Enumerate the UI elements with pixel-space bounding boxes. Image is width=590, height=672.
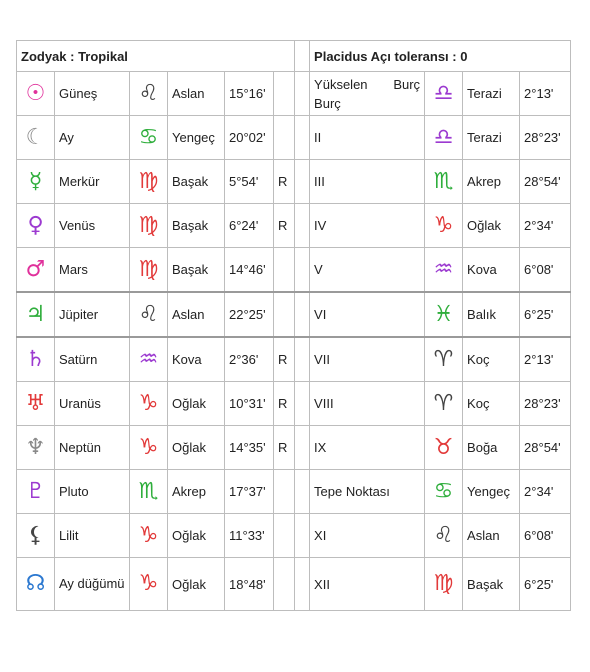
sign-symbol-cell <box>130 470 168 514</box>
aries-icon: ♈ <box>433 346 454 372</box>
degree-value: 2°36' <box>225 337 274 382</box>
sign-symbol-cell <box>130 160 168 204</box>
degree-value: 11°33' <box>225 514 274 558</box>
houses-header: Placidus Açı toleransı : 0 <box>310 41 571 72</box>
retrograde-flag <box>274 292 295 337</box>
column-divider <box>295 116 310 160</box>
capricorn-icon: ♑ <box>433 212 454 238</box>
column-divider <box>295 558 310 611</box>
table-row <box>17 204 571 248</box>
house-sign-name: Aslan <box>463 514 520 558</box>
sign-name: Kova <box>168 337 225 382</box>
house-degree-value: 6°08' <box>520 514 571 558</box>
virgo-icon: ♍ <box>138 212 159 238</box>
uranus-icon: ♅ <box>25 390 46 416</box>
degree-value: 6°24' <box>225 204 274 248</box>
column-divider <box>295 514 310 558</box>
house-sign-symbol-cell <box>425 426 463 470</box>
retrograde-flag <box>274 558 295 611</box>
retrograde-flag: R <box>274 382 295 426</box>
saturn-icon: ♄ <box>25 346 46 372</box>
planet-name: Uranüs <box>55 382 130 426</box>
table-row <box>17 382 571 426</box>
house-sign-name: Terazi <box>463 72 520 116</box>
sun-icon: ☉ <box>25 80 46 106</box>
house-sign-name: Terazi <box>463 116 520 160</box>
sign-name: Yengeç <box>168 116 225 160</box>
ascendant-label-line1 <box>314 75 420 94</box>
sign-symbol-cell <box>130 248 168 293</box>
table-row <box>17 116 571 160</box>
house-degree-value: 6°25' <box>520 558 571 611</box>
sign-name: Oğlak <box>168 382 225 426</box>
planet-name: Pluto <box>55 470 130 514</box>
house-sign-symbol-cell <box>425 514 463 558</box>
degree-value: 14°35' <box>225 426 274 470</box>
retrograde-flag <box>274 248 295 293</box>
planet-name: Güneş <box>55 72 130 116</box>
house-degree-value: 28°23' <box>520 382 571 426</box>
taurus-icon: ♉ <box>433 434 454 460</box>
column-divider <box>295 204 310 248</box>
column-divider <box>295 41 310 72</box>
house-label: VII <box>310 337 425 382</box>
leo-icon: ♌ <box>433 522 454 548</box>
house-label: III <box>310 160 425 204</box>
degree-value: 14°46' <box>225 248 274 293</box>
jupiter-icon: ♃ <box>25 301 46 327</box>
retrograde-flag <box>274 470 295 514</box>
planet-name: Ay <box>55 116 130 160</box>
mercury-icon: ☿ <box>28 168 43 194</box>
house-label: XI <box>310 514 425 558</box>
lilith-icon: ⚸ <box>27 522 44 548</box>
retrograde-flag: R <box>274 204 295 248</box>
degree-value: 10°31' <box>225 382 274 426</box>
sign-name: Akrep <box>168 470 225 514</box>
astro-table <box>16 40 571 611</box>
house-label: IV <box>310 204 425 248</box>
sign-name: Başak <box>168 160 225 204</box>
house-sign-name: Boğa <box>463 426 520 470</box>
house-degree-value: 28°23' <box>520 116 571 160</box>
planet-symbol-cell <box>17 382 55 426</box>
planet-symbol-cell <box>17 160 55 204</box>
table-row <box>17 248 571 293</box>
planet-symbol-cell <box>17 248 55 293</box>
retrograde-flag <box>274 72 295 116</box>
column-divider <box>295 248 310 293</box>
libra-icon: ♎ <box>433 80 454 106</box>
table-row <box>17 160 571 204</box>
planet-name: Neptün <box>55 426 130 470</box>
house-label: II <box>310 116 425 160</box>
house-label <box>310 72 425 116</box>
house-degree-value: 2°13' <box>520 72 571 116</box>
planet-symbol-cell <box>17 470 55 514</box>
cancer-icon: ♋ <box>433 478 454 504</box>
table-row <box>17 470 571 514</box>
planet-symbol-cell <box>17 292 55 337</box>
degree-value: 5°54' <box>225 160 274 204</box>
sign-name: Başak <box>168 248 225 293</box>
pisces-icon: ♓ <box>433 301 454 327</box>
house-sign-symbol-cell <box>425 72 463 116</box>
house-sign-symbol-cell <box>425 337 463 382</box>
planet-name: Lilit <box>55 514 130 558</box>
sign-symbol-cell <box>130 72 168 116</box>
planet-symbol-cell <box>17 72 55 116</box>
degree-value: 20°02' <box>225 116 274 160</box>
degree-value: 15°16' <box>225 72 274 116</box>
house-degree-value: 28°54' <box>520 160 571 204</box>
neptune-icon: ♆ <box>25 434 46 460</box>
house-label: XII <box>310 558 425 611</box>
pluto-icon: ♇ <box>25 478 46 504</box>
ascendant-label <box>314 75 420 113</box>
house-degree-value: 28°54' <box>520 426 571 470</box>
house-sign-symbol-cell <box>425 160 463 204</box>
house-sign-symbol-cell <box>425 204 463 248</box>
planet-name: Jüpiter <box>55 292 130 337</box>
house-sign-symbol-cell <box>425 470 463 514</box>
retrograde-flag: R <box>274 337 295 382</box>
planet-symbol-cell <box>17 116 55 160</box>
moon-icon: ☾ <box>25 124 46 150</box>
house-sign-name: Balık <box>463 292 520 337</box>
planet-name: Ay düğümü <box>55 558 130 611</box>
column-divider <box>295 292 310 337</box>
table-row <box>17 558 571 611</box>
leo-icon: ♌ <box>138 301 159 327</box>
retrograde-flag: R <box>274 160 295 204</box>
retrograde-flag <box>274 116 295 160</box>
leo-icon: ♌ <box>138 80 159 106</box>
house-label: VIII <box>310 382 425 426</box>
house-sign-name: Koç <box>463 337 520 382</box>
house-sign-symbol-cell <box>425 382 463 426</box>
house-degree-value: 2°13' <box>520 337 571 382</box>
aries-icon: ♈ <box>433 390 454 416</box>
virgo-icon: ♍ <box>138 256 159 282</box>
planet-symbol-cell <box>17 204 55 248</box>
scorpio-icon: ♏ <box>433 168 454 194</box>
ascendant-word: Yükselen <box>314 76 368 92</box>
column-divider <box>295 382 310 426</box>
planet-name: Merkür <box>55 160 130 204</box>
degree-value: 18°48' <box>225 558 274 611</box>
house-sign-name: Akrep <box>463 160 520 204</box>
sign-symbol-cell <box>130 514 168 558</box>
planet-name: Satürn <box>55 337 130 382</box>
house-sign-symbol-cell <box>425 558 463 611</box>
sign-symbol-cell <box>130 337 168 382</box>
zodiac-header: Zodyak : Tropikal <box>17 41 295 72</box>
sign-word: Burç <box>393 76 421 92</box>
libra-icon: ♎ <box>433 124 454 150</box>
table-row <box>17 426 571 470</box>
retrograde-flag: R <box>274 426 295 470</box>
planet-symbol-cell <box>17 514 55 558</box>
table-body <box>17 41 571 611</box>
degree-value: 22°25' <box>225 292 274 337</box>
planet-name: Venüs <box>55 204 130 248</box>
column-divider <box>295 337 310 382</box>
scorpio-icon: ♏ <box>138 478 159 504</box>
house-label: IX <box>310 426 425 470</box>
house-sign-symbol-cell <box>425 248 463 293</box>
aquarius-icon: ♒ <box>433 256 454 282</box>
sign-name: Aslan <box>168 72 225 116</box>
house-sign-name: Kova <box>463 248 520 293</box>
virgo-icon: ♍ <box>138 168 159 194</box>
venus-icon: ♀ <box>27 212 44 238</box>
house-sign-name: Yengeç <box>463 470 520 514</box>
house-label: VI <box>310 292 425 337</box>
planet-name: Mars <box>55 248 130 293</box>
house-sign-name: Başak <box>463 558 520 611</box>
cancer-icon: ♋ <box>138 124 159 150</box>
house-label: Tepe Noktası <box>310 470 425 514</box>
sign-symbol-cell <box>130 292 168 337</box>
column-divider <box>295 72 310 116</box>
house-sign-symbol-cell <box>425 292 463 337</box>
sign-symbol-cell <box>130 426 168 470</box>
column-divider <box>295 160 310 204</box>
column-divider <box>295 426 310 470</box>
sign-symbol-cell <box>130 204 168 248</box>
house-degree-value: 6°08' <box>520 248 571 293</box>
table-row <box>17 72 571 116</box>
house-degree-value: 6°25' <box>520 292 571 337</box>
capricorn-icon: ♑ <box>138 571 159 596</box>
sign-name: Aslan <box>168 292 225 337</box>
aquarius-icon: ♒ <box>138 346 159 372</box>
sign-symbol-cell <box>130 558 168 611</box>
ascendant-label-line2: Burç <box>314 95 341 111</box>
planet-symbol-cell <box>17 426 55 470</box>
sign-name: Oğlak <box>168 514 225 558</box>
sign-symbol-cell <box>130 382 168 426</box>
planet-symbol-cell <box>17 337 55 382</box>
virgo-icon: ♍ <box>433 571 454 596</box>
house-degree-value: 2°34' <box>520 204 571 248</box>
header-row <box>17 41 571 72</box>
house-sign-name: Koç <box>463 382 520 426</box>
planet-symbol-cell <box>17 558 55 611</box>
sign-symbol-cell <box>130 116 168 160</box>
table-row <box>17 514 571 558</box>
capricorn-icon: ♑ <box>138 522 159 548</box>
capricorn-icon: ♑ <box>138 390 159 416</box>
node-icon: ☊ <box>25 571 46 596</box>
house-label: V <box>310 248 425 293</box>
column-divider <box>295 470 310 514</box>
capricorn-icon: ♑ <box>138 434 159 460</box>
house-sign-name: Oğlak <box>463 204 520 248</box>
degree-value: 17°37' <box>225 470 274 514</box>
sign-name: Oğlak <box>168 426 225 470</box>
sign-name: Başak <box>168 204 225 248</box>
mars-icon: ♂ <box>25 256 46 282</box>
retrograde-flag <box>274 514 295 558</box>
table-row <box>17 337 571 382</box>
house-degree-value: 2°34' <box>520 470 571 514</box>
house-sign-symbol-cell <box>425 116 463 160</box>
table-row <box>17 292 571 337</box>
sign-name: Oğlak <box>168 558 225 611</box>
